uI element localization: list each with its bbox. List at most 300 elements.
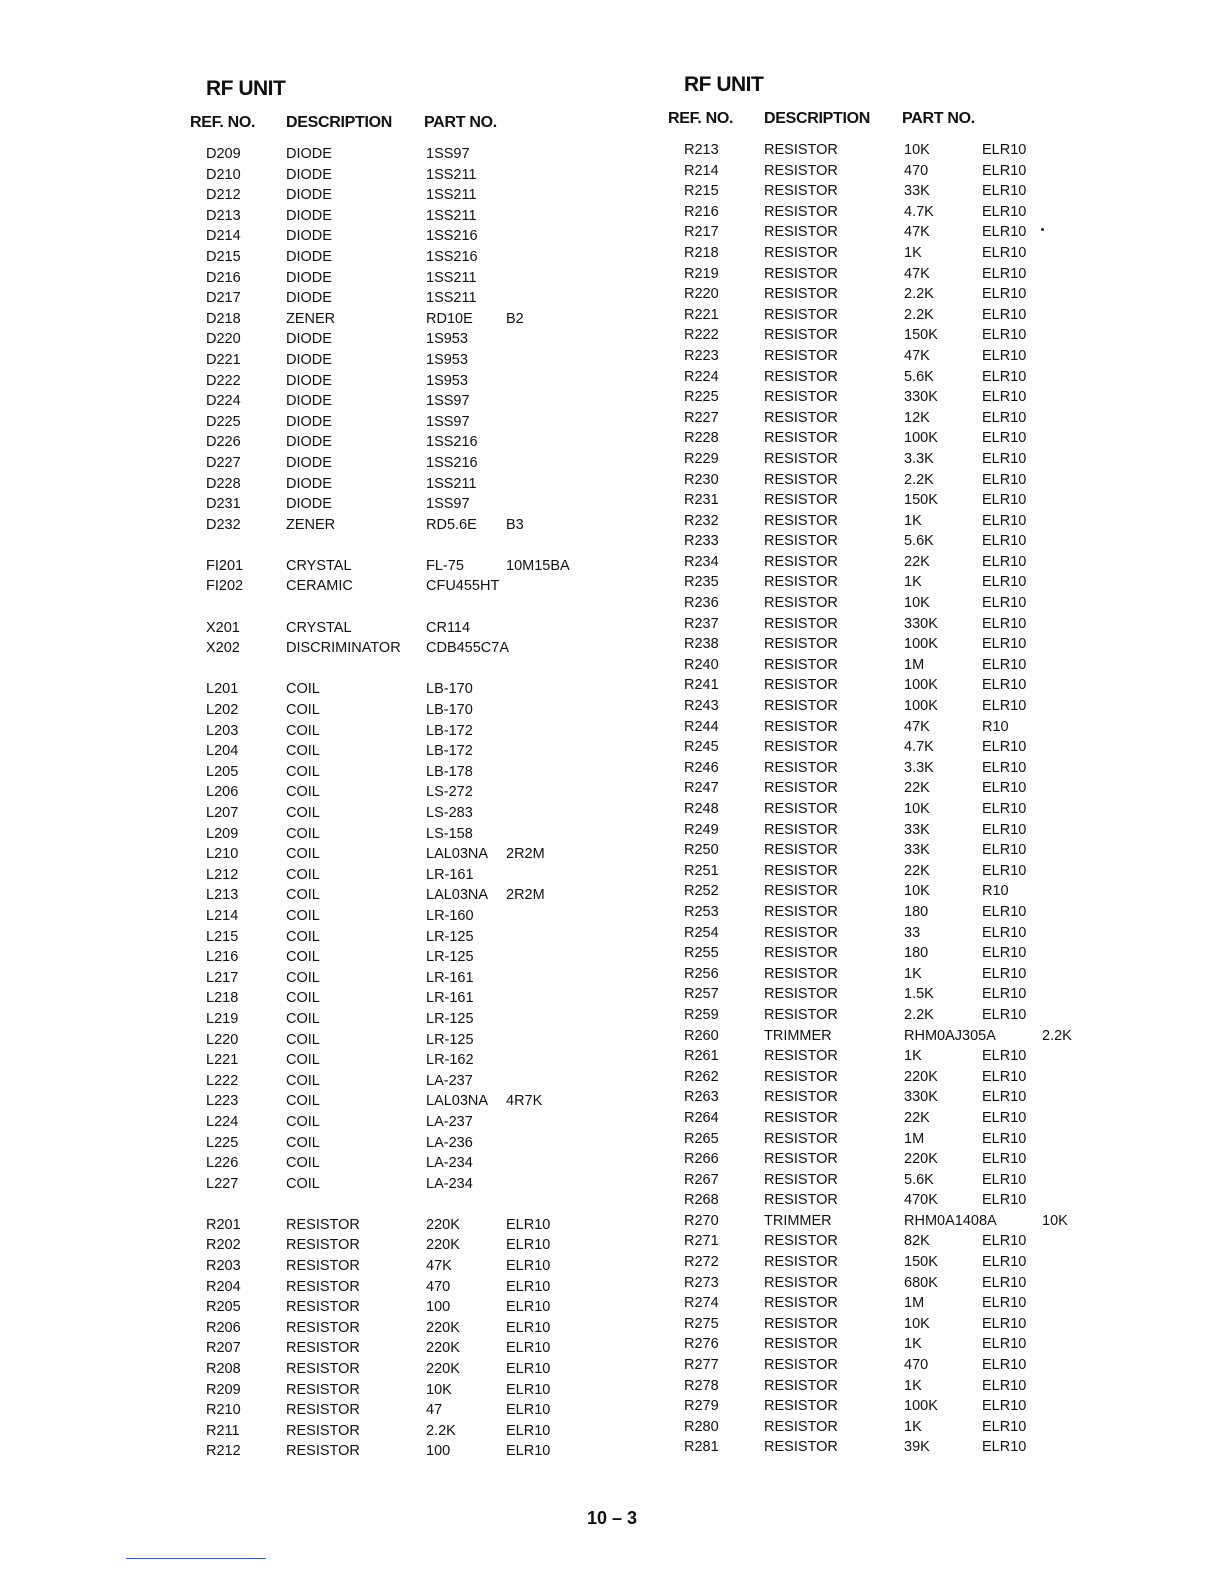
table-row	[668, 943, 1088, 964]
description-cell: COIL	[286, 681, 320, 698]
column-headers	[668, 102, 1088, 140]
description-cell: RESISTOR	[764, 430, 838, 447]
ref-no-cell: R208	[206, 1361, 241, 1378]
table-row	[668, 1334, 1088, 1355]
part-suffix-cell: ELR10	[982, 183, 1027, 200]
table-row	[668, 449, 1088, 470]
part-suffix-cell: ELR10	[982, 286, 1027, 303]
bottom-rule	[126, 1558, 266, 1559]
part-suffix-cell: ELR10	[982, 203, 1027, 220]
table-row	[668, 1170, 1088, 1191]
ref-no-cell: D213	[206, 207, 241, 224]
part-suffix-cell: ELR10	[506, 1422, 551, 1439]
ref-no-cell: R259	[684, 1006, 719, 1023]
description-cell: RESISTOR	[286, 1319, 360, 1336]
part-suffix-cell: ELR10	[982, 574, 1027, 591]
part-no-cell: LB-172	[426, 722, 473, 739]
table-row	[668, 572, 1088, 593]
part-suffix-cell: ELR10	[506, 1278, 551, 1295]
part-no-cell: 3.3K	[904, 759, 934, 776]
description-cell: RESISTOR	[764, 1192, 838, 1209]
description-cell: COIL	[286, 805, 320, 821]
table-row	[190, 1153, 610, 1174]
description-cell: COIL	[286, 887, 320, 904]
value-cell: 10K	[1042, 1212, 1068, 1229]
ref-no-cell: L210	[206, 846, 239, 863]
part-suffix-cell: ELR10	[982, 615, 1027, 632]
ref-no-cell: R211	[206, 1422, 240, 1439]
ref-no-cell: L205	[206, 763, 239, 780]
table-row	[668, 367, 1088, 388]
part-no-cell: 2.2K	[904, 471, 934, 488]
table-row	[190, 432, 610, 453]
description-cell: CRYSTAL	[286, 557, 352, 574]
description-cell: COIL	[286, 846, 320, 863]
part-suffix-cell: ELR10	[982, 1254, 1027, 1271]
description-cell: RESISTOR	[764, 574, 838, 591]
part-no-cell: RD5.6E	[426, 516, 477, 533]
part-suffix-cell: ELR10	[982, 1151, 1027, 1168]
table-row	[668, 634, 1088, 655]
ref-no-cell: R279	[684, 1398, 719, 1415]
part-suffix-cell: ELR10	[982, 1068, 1027, 1085]
part-no-cell: LR-161	[426, 866, 474, 883]
ref-no-cell: L202	[206, 702, 239, 719]
table-row	[668, 552, 1088, 573]
table-row	[668, 1273, 1088, 1294]
part-suffix-cell: ELR10	[982, 945, 1027, 962]
description-cell: COIL	[286, 907, 320, 924]
part-suffix-cell: ELR10	[982, 492, 1027, 509]
table-row	[190, 844, 610, 865]
ref-no-cell: D217	[206, 290, 241, 307]
ref-no-cell: R245	[684, 739, 719, 756]
table-row	[190, 762, 610, 783]
ref-no-cell: D225	[206, 413, 241, 430]
ref-no-cell: R257	[684, 986, 719, 1003]
description-cell: RESISTOR	[764, 615, 838, 632]
part-no-cell: 100	[426, 1443, 451, 1460]
ref-no-cell: L218	[206, 990, 239, 1007]
description-cell: RESISTOR	[286, 1278, 360, 1295]
part-suffix-cell: ELR10	[982, 142, 1027, 158]
part-suffix-cell: ELR10	[982, 1130, 1027, 1147]
description-cell: DIODE	[286, 269, 332, 286]
description-cell: RESISTOR	[764, 306, 838, 323]
description-cell: RESISTOR	[764, 883, 838, 900]
part-suffix-cell: ELR10	[982, 1439, 1027, 1456]
part-suffix-cell: ELR10	[982, 1315, 1027, 1332]
description-cell: COIL	[286, 1072, 320, 1089]
ref-no-cell: D220	[206, 331, 241, 348]
ref-no-cell: R272	[684, 1254, 719, 1271]
part-suffix-cell: ELR10	[982, 389, 1027, 406]
ref-no-cell: R246	[684, 759, 719, 776]
table-row	[668, 1005, 1088, 1026]
part-no-cell: 12K	[904, 409, 930, 426]
description-cell: RESISTOR	[764, 677, 838, 694]
table-row	[668, 161, 1088, 182]
table-row	[190, 679, 610, 700]
ref-no-cell: D232	[206, 516, 241, 533]
ref-no-cell: R228	[684, 430, 719, 447]
part-no-cell: LS-283	[426, 805, 473, 821]
table-row	[668, 264, 1088, 285]
table-row	[190, 1277, 610, 1298]
ref-no-cell: R235	[684, 574, 719, 591]
table-row	[668, 1417, 1088, 1438]
column-headers	[190, 106, 610, 144]
table-row	[668, 305, 1088, 326]
ref-no-cell: L224	[206, 1113, 239, 1130]
part-suffix-cell: 2R2M	[506, 887, 545, 904]
part-no-cell: 33K	[904, 842, 930, 859]
part-no-cell: LR-125	[426, 1031, 474, 1048]
description-cell: DIODE	[286, 496, 332, 513]
ref-no-cell: R275	[684, 1315, 719, 1332]
part-no-cell: 1M	[904, 1130, 925, 1147]
table-row	[668, 1108, 1088, 1129]
part-no-cell: 220K	[426, 1216, 460, 1233]
part-suffix-cell: ELR10	[982, 636, 1027, 653]
table-row	[668, 1129, 1088, 1150]
description-cell: DIODE	[286, 248, 332, 265]
description-cell: RESISTOR	[764, 1398, 838, 1415]
part-suffix-cell: ELR10	[982, 1109, 1027, 1126]
part-suffix-cell: ELR10	[982, 471, 1027, 488]
ref-no-cell: R261	[684, 1048, 719, 1065]
part-no-cell: 1S953	[426, 372, 468, 389]
table-row	[190, 1235, 610, 1256]
description-cell: RESISTOR	[764, 389, 838, 406]
part-suffix-cell: ELR10	[506, 1443, 551, 1460]
part-no-cell: 10K	[904, 1315, 930, 1332]
description-cell: COIL	[286, 990, 320, 1007]
ref-no-cell: R205	[206, 1299, 241, 1316]
ref-no-cell: R262	[684, 1068, 719, 1085]
ref-no-cell: R206	[206, 1319, 241, 1336]
part-no-cell: 39K	[904, 1439, 930, 1456]
part-suffix-cell: 10M15BA	[506, 557, 570, 574]
description-cell: DIODE	[286, 290, 332, 307]
table-row	[190, 1215, 610, 1236]
part-suffix-cell: ELR10	[982, 656, 1027, 673]
description-cell: RESISTOR	[764, 450, 838, 467]
ref-no-cell: L204	[206, 743, 239, 760]
header-ref-no: REF. NO.	[190, 114, 256, 131]
description-cell: RESISTOR	[286, 1299, 360, 1316]
part-no-cell: LR-125	[426, 928, 474, 945]
ref-no-cell: R240	[684, 656, 719, 673]
description-cell: RESISTOR	[764, 492, 838, 509]
part-no-cell: 33K	[904, 183, 930, 200]
description-cell: DIODE	[286, 228, 332, 245]
table-row	[190, 391, 610, 412]
part-suffix-cell: ELR10	[982, 553, 1027, 570]
part-no-cell: 1M	[904, 1295, 925, 1312]
table-row	[668, 222, 1088, 243]
ref-no-cell: R236	[684, 595, 719, 612]
part-no-cell: LAL03NA	[426, 887, 489, 904]
part-suffix-cell: ELR10	[982, 986, 1027, 1003]
description-cell: COIL	[286, 722, 320, 739]
ref-no-cell: X201	[206, 619, 240, 636]
part-suffix-cell: B3	[506, 516, 524, 533]
ref-no-cell: L221	[206, 1052, 239, 1069]
part-no-cell: FL-75	[426, 557, 464, 574]
table-row	[190, 638, 610, 659]
part-no-cell: LA-237	[426, 1072, 473, 1089]
description-cell: COIL	[286, 1010, 320, 1027]
ref-no-cell: R237	[684, 615, 719, 632]
table-row	[190, 1112, 610, 1133]
table-row	[190, 247, 610, 268]
table-row	[668, 202, 1088, 223]
table-row	[668, 408, 1088, 429]
ref-no-cell: R218	[684, 244, 719, 261]
part-suffix-cell: ELR10	[982, 1233, 1027, 1250]
ref-no-cell: D216	[206, 269, 241, 286]
description-cell: RESISTOR	[764, 286, 838, 303]
ref-no-cell: R201	[206, 1216, 241, 1233]
ref-no-cell: D212	[206, 187, 241, 204]
ref-no-cell: R241	[684, 677, 719, 694]
part-no-cell: 22K	[904, 780, 930, 797]
description-cell: DIODE	[286, 331, 332, 348]
part-no-cell: 220K	[426, 1237, 460, 1254]
part-no-cell: 33K	[904, 821, 930, 838]
ref-no-cell: L227	[206, 1175, 239, 1192]
part-no-cell: 1SS97	[426, 413, 470, 430]
part-suffix-cell: ELR10	[982, 759, 1027, 776]
part-no-cell: 1SS216	[426, 454, 478, 471]
parts-rows	[668, 140, 1088, 1458]
description-cell: COIL	[286, 928, 320, 945]
ref-no-cell: L207	[206, 805, 239, 821]
part-suffix-cell: ELR10	[506, 1361, 551, 1378]
part-suffix-cell: ELR10	[506, 1299, 551, 1316]
table-row	[668, 881, 1088, 902]
ref-no-cell: R270	[684, 1212, 719, 1229]
header-part-no: PART NO.	[424, 114, 497, 131]
table-row	[668, 902, 1088, 923]
part-no-cell: 470	[426, 1278, 451, 1295]
description-cell: RESISTOR	[764, 1418, 838, 1435]
description-cell: ZENER	[286, 310, 336, 327]
description-cell: RESISTOR	[764, 183, 838, 200]
ref-no-cell: R210	[206, 1402, 241, 1419]
description-cell: DIODE	[286, 454, 332, 471]
description-cell: RESISTOR	[764, 862, 838, 879]
table-row	[190, 1256, 610, 1277]
table-row	[190, 1050, 610, 1071]
ref-no-cell: R244	[684, 718, 719, 735]
part-no-cell: 1K	[904, 965, 922, 982]
section-title: RF UNIT	[684, 73, 764, 96]
table-row	[190, 721, 610, 742]
table-row	[668, 325, 1088, 346]
part-no-cell: 1SS216	[426, 228, 478, 245]
table-row	[668, 614, 1088, 635]
part-no-cell: 1SS97	[426, 496, 470, 513]
description-cell: RESISTOR	[764, 327, 838, 344]
ref-no-cell: R209	[206, 1381, 241, 1398]
ref-no-cell: R273	[684, 1274, 719, 1291]
part-no-cell: 4.7K	[904, 203, 934, 220]
part-suffix-cell: ELR10	[982, 327, 1027, 344]
ref-no-cell: D221	[206, 351, 241, 368]
ref-no-cell: R252	[684, 883, 719, 900]
description-cell: RESISTOR	[286, 1361, 360, 1378]
description-cell: RESISTOR	[764, 553, 838, 570]
part-no-cell: 680K	[904, 1274, 938, 1291]
description-cell: COIL	[286, 702, 320, 719]
table-row	[190, 968, 610, 989]
part-no-cell: 10K	[426, 1381, 452, 1398]
part-no-cell: 47K	[904, 265, 930, 282]
table-row	[668, 778, 1088, 799]
part-no-cell: 1K	[904, 512, 922, 529]
part-no-cell: 10K	[904, 801, 930, 817]
ref-no-cell: X202	[206, 640, 240, 657]
description-cell: RESISTOR	[764, 718, 838, 735]
part-suffix-cell: ELR10	[982, 801, 1027, 817]
table-row	[190, 741, 610, 762]
description-cell: RESISTOR	[764, 842, 838, 859]
table-row	[668, 1087, 1088, 1108]
part-no-cell: 2.2K	[904, 286, 934, 303]
description-cell: RESISTOR	[286, 1340, 360, 1357]
part-no-cell: 1K	[904, 574, 922, 591]
description-cell: RESISTOR	[286, 1402, 360, 1419]
part-suffix-cell: ELR10	[982, 224, 1027, 241]
description-cell: RESISTOR	[764, 924, 838, 941]
ref-no-cell: R216	[684, 203, 719, 220]
ref-no-cell: R234	[684, 553, 719, 570]
part-suffix-cell: ELR10	[982, 1336, 1027, 1353]
page-number: 10 – 3	[586, 1508, 638, 1528]
part-no-cell: RHM0AJ305A	[904, 1027, 996, 1044]
table-row	[190, 700, 610, 721]
part-suffix-cell: ELR10	[982, 862, 1027, 879]
description-cell: RESISTOR	[764, 636, 838, 653]
part-suffix-cell: ELR10	[506, 1319, 551, 1336]
table-row	[190, 268, 610, 289]
ref-no-cell: R248	[684, 801, 719, 817]
ref-no-cell: L206	[206, 784, 239, 801]
section-title: RF UNIT	[206, 77, 286, 100]
table-row	[668, 655, 1088, 676]
ref-no-cell: L222	[206, 1072, 239, 1089]
ref-no-cell: R203	[206, 1258, 241, 1275]
table-row	[190, 824, 610, 845]
description-cell: RESISTOR	[286, 1381, 360, 1398]
description-cell: COIL	[286, 1052, 320, 1069]
part-no-cell: 10K	[904, 142, 930, 158]
table-row	[668, 696, 1088, 717]
description-cell: RESISTOR	[764, 595, 838, 612]
table-row	[190, 144, 610, 165]
part-no-cell: RD10E	[426, 310, 473, 327]
part-no-cell: LR-162	[426, 1052, 474, 1069]
table-row	[668, 1376, 1088, 1397]
part-no-cell: 100K	[904, 677, 938, 694]
description-cell: RESISTOR	[764, 512, 838, 529]
ref-no-cell: R265	[684, 1130, 719, 1147]
table-row	[668, 140, 1088, 161]
part-no-cell: 330K	[904, 389, 938, 406]
description-cell: TRIMMER	[764, 1212, 832, 1229]
table-row	[668, 1149, 1088, 1170]
stray-mark	[1041, 228, 1044, 231]
table-row	[668, 284, 1088, 305]
table-row	[668, 511, 1088, 532]
table-row	[190, 885, 610, 906]
ref-no-cell: R247	[684, 780, 719, 797]
part-no-cell: 220K	[904, 1068, 938, 1085]
description-cell: RESISTOR	[764, 368, 838, 385]
left-parts-list	[190, 72, 610, 1462]
ref-no-cell: D231	[206, 496, 241, 513]
ref-no-cell: R215	[684, 183, 719, 200]
table-row	[190, 865, 610, 886]
part-no-cell: 1SS211	[426, 166, 477, 183]
part-suffix-cell: ELR10	[982, 450, 1027, 467]
description-cell: DIODE	[286, 351, 332, 368]
part-no-cell: 1SS211	[426, 187, 477, 204]
description-cell: RESISTOR	[286, 1237, 360, 1254]
ref-no-cell: R251	[684, 862, 719, 879]
part-no-cell: 47K	[426, 1258, 452, 1275]
ref-no-cell: R280	[684, 1418, 719, 1435]
table-row	[190, 1359, 610, 1380]
description-cell: RESISTOR	[764, 1377, 838, 1394]
description-cell: RESISTOR	[764, 801, 838, 817]
ref-no-cell: R267	[684, 1171, 719, 1188]
part-no-cell: 180	[904, 903, 929, 920]
description-cell: COIL	[286, 763, 320, 780]
part-no-cell: 1K	[904, 1336, 922, 1353]
table-row	[190, 618, 610, 639]
ref-no-cell: R233	[684, 533, 719, 550]
part-suffix-cell: ELR10	[982, 1048, 1027, 1065]
table-row	[668, 387, 1088, 408]
description-cell: RESISTOR	[764, 780, 838, 797]
ref-no-cell: R250	[684, 842, 719, 859]
part-no-cell: LA-236	[426, 1134, 473, 1151]
description-cell: RESISTOR	[764, 965, 838, 982]
description-cell: RESISTOR	[764, 986, 838, 1003]
description-cell: RESISTOR	[764, 1254, 838, 1271]
ref-no-cell: R266	[684, 1151, 719, 1168]
ref-no-cell: R253	[684, 903, 719, 920]
description-cell: RESISTOR	[286, 1258, 360, 1275]
part-no-cell: 1K	[904, 1418, 922, 1435]
table-row	[190, 453, 610, 474]
ref-no-cell: R255	[684, 945, 719, 962]
part-suffix-cell: ELR10	[982, 347, 1027, 364]
description-cell: RESISTOR	[764, 1068, 838, 1085]
part-suffix-cell: ELR10	[506, 1402, 551, 1419]
description-cell: RESISTOR	[764, 244, 838, 261]
table-row	[668, 984, 1088, 1005]
part-no-cell: LB-170	[426, 702, 473, 719]
ref-no-cell: R214	[684, 162, 719, 179]
table-row	[190, 474, 610, 495]
ref-no-cell: R260	[684, 1027, 719, 1044]
part-no-cell: 5.6K	[904, 368, 934, 385]
description-cell: DIODE	[286, 187, 332, 204]
